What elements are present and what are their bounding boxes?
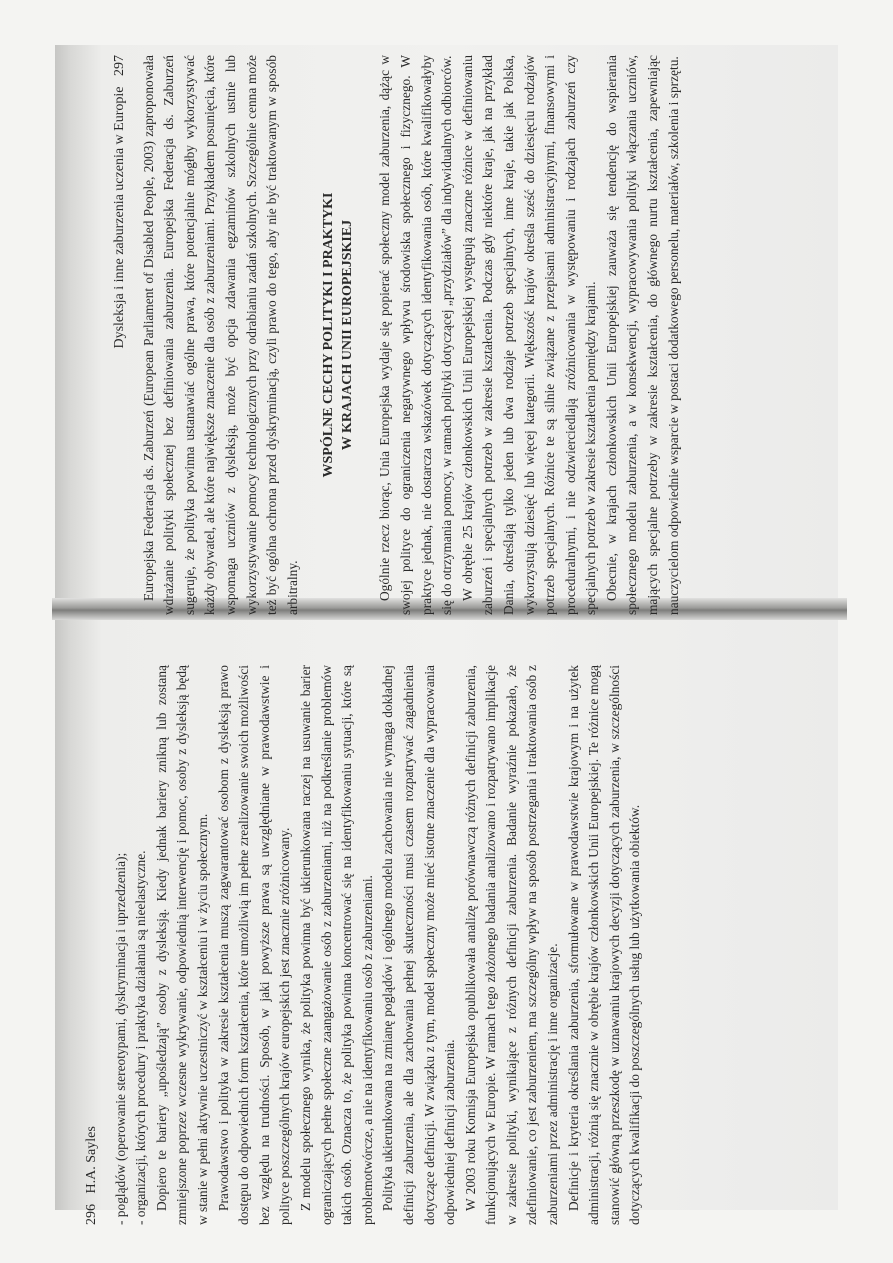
page-number-296: 296	[84, 1204, 99, 1225]
paragraph: Prawodawstwo i polityka w zakresie kształcenia muszą zagwarantować osobom z dysleksją prawo dostępu do odpowiednich form kształcenia, które umożliwią im pełne zrealizowanie swoich możliwości bez względu na trudności. Sposób, w jaki powyższe prawa są uwzględniane w prawodawstwie i polityce poszczególnych krajów europejskich jest znacznie zróżnicowany.	[215, 665, 293, 1225]
paragraph: Definicje i kryteria określania zaburzenia, sformułowane w prawodawstwie krajowym i na użytek administracji, różnią się znacznie w obrębie krajów członkowskich Unii Europejskiej. Te różnice mogą stanowić główną przeszkodę w uznawaniu krajowych decyzji dotyczących zaburzenia, w szczególności dotyczących kwalifikacji do poszczególnych usług lub użytkowania obiektów.	[565, 665, 643, 1225]
running-header-297	[110, 55, 131, 615]
running-title: Dysleksja i inne zaburzenia uczenia w Europie	[112, 86, 127, 349]
paragraph: Z modelu społecznego wynika, że polityka powinna być ukierunkowana raczej na usuwanie barier ograniczających pełne społeczne zaangażowanie osób z zaburzeniami, niż na podkreślanie problemów takich osób. Oznacza to, że polityka powinna koncentrować się na identyfikowaniu sytuacji, które są problemotwórcze, a nie na identyfikowaniu osób z zaburzeniami.	[297, 665, 375, 1225]
paragraph: Obecnie, w krajach członkowskich Unii Europejskiej zauważa się tendencję do wspierania społecznego modelu zaburzenia, a w konsekwencji, wypracowywania polityki włączania uczniów, mających specjalne potrzeby w zakresie kształcenia, do głównego nurtu kształcenia, zapewniając nauczycielom odpowiednie wsparcie w postaci dodatkowego personelu, materiałów, szkolenia i sprzętu.	[603, 55, 681, 615]
page-296	[82, 665, 646, 1225]
paragraph: Dopiero te bariery „upośledzają” osoby z dysleksją. Kiedy jednak bariery znikną lub zostaną zmniejszone poprzez wczesne wykrywanie, odpowiednią interwencję i pomoc, osoby z dysleksją będą w stanie w pełni aktywnie uczestniczyć w kształceniu i w życiu społecznym.	[153, 665, 210, 1225]
paragraph: W 2003 roku Komisja Europejska opublikowała analizę porównawczą różnych definicji zaburzenia, funkcjonujących w Europie. W ramach tego złożonego badania analizowano i rozpatrywano implikacje w zakresie polityki, wynikające z różnych definicji zaburzenia. Badanie wyraźnie pokazało, że zdefiniowanie, co jest zaburzeniem, ma szczególny wpływ na sposób postrzegania i traktowania osób z zaburzeniami przez administrację i inne organizacje.	[462, 665, 561, 1225]
paragraph: - poglądów (operowanie stereotypami, dyskryminacja i uprzedzenia);	[112, 852, 128, 1225]
paragraph: Ogólnie rzecz biorąc, Unia Europejska wydaje się popierać społeczny model zaburzenia, dążąc w swojej polityce do ograniczenia negatywnego wpływu środowiska społecznego i fizycznego. W praktyce jednak, nie dostarcza wskazówek dotyczących identyfikowania osób, które kwalifikowałyby się do otrzymania pomocy, w ramach polityki dotyczącej „przydziałów” dla indywidualnych odbiorców.	[377, 55, 455, 615]
paragraph: - organizacji, których procedury i praktyka działania są nieelastyczne.	[133, 850, 149, 1225]
paragraph: Europejska Federacja ds. Zaburzeń (European Parliament of Disabled People, 2003) zaproponowała wdrażanie polityki społecznej bez definiowania zaburzenia. Europejska Federacja ds. Zaburzeń sugeruje, że polityka powinna ustanawiać ogólne prawa, które potencjalnie mógłby wykorzystywać każdy obywatel, ale które największe znaczenie dla osób z zaburzeniami. Przykładem posunięcia, które wspomaga uczniów z dysleksją, może być opcja zdawania egzaminów szkolnych ustnie lub wykorzystywanie pomocy technologicznych przy odrabianiu zadań szkolnych. Szczególnie cenna może też być ogólna ochrona przed dyskryminacją, czyli prawo do tego, aby nie być traktowanym w sposób arbitralny.	[140, 55, 300, 615]
page-297	[110, 55, 684, 615]
author-name: H.A. Sayles	[84, 1126, 99, 1194]
page-number-297: 297	[112, 55, 127, 76]
paragraph: W obrębie 25 krajów członkowskich Unii Europejskiej występują znaczne różnice w definiowaniu zaburzeń i specjalnych potrzeb w zakresie kształcenia. Podczas gdy niektóre kraje, jak na przykład Dania, określają tylko jeden lub dwa rodzaje potrzeb specjalnych, inne kraje, takie jak Polska, wykorzystują dziesięć lub więcej kategorii. Większość krajów określa sześć do dziesięciu rodzajów potrzeb specjalnych. Różnice te są silnie związane z przepisami administracyjnymi, finansowymi i proceduralnymi, i nie odzwierciedlają zróżnicowania w występowaniu i rodzajach zaburzeń czy specjalnych potrzeb w zakresie kształcenia pomiędzy krajami.	[459, 55, 599, 615]
running-header-296	[82, 665, 103, 1225]
paragraph: Polityka ukierunkowana na zmianę poglądów i ogólnego modelu zachowania nie wymaga dokładnej definicji zaburzenia, ale dla zachowania pełnej skuteczności musi czasem rozpatrywać zagadnienia dotyczące definicji. W związku z tym, model społeczny może mieć istotne znaczenie dla wypracowania odpowiedniej definicji zaburzenia.	[380, 665, 458, 1225]
section-heading: WSPÓLNE CECHY POLITYKI I PRAKTYKI W KRAJACH UNII EUROPEJSKIEJ	[321, 192, 356, 478]
